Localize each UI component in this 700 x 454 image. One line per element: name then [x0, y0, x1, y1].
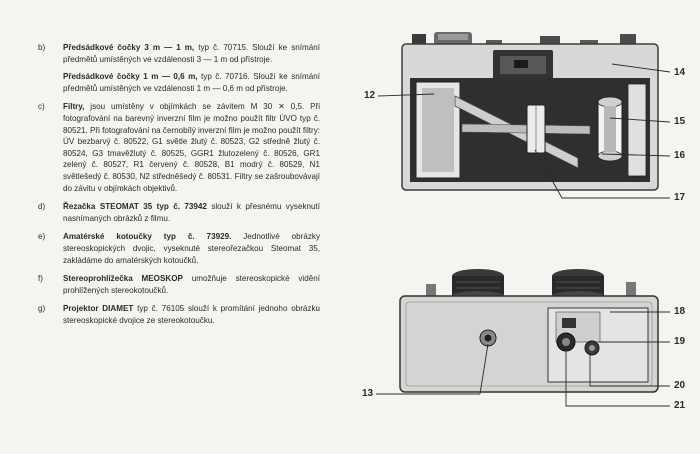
- callout-21: 21: [674, 400, 686, 411]
- item-title: Řezačka STEOMAT 35 typ č. 73942: [63, 202, 207, 212]
- item-text: typ č. 76105 slouží k promítání jednoho obrázku stereoskopické dvojice ze stereokotoučku.: [63, 304, 320, 325]
- callout-18: 18: [674, 306, 686, 317]
- item-text: Jednotlivé obrázky stereoskopických dvojic, vyseknuté stereořezačkou Steomat 35, zakládáme do amatérských kotoučků.: [63, 232, 320, 265]
- callout-14: 14: [674, 67, 686, 78]
- callout-16: 16: [674, 150, 686, 161]
- item-title: Filtry,: [63, 102, 85, 112]
- item-title: Stereoprohlížečka MEOSKOP: [63, 274, 183, 284]
- camera-underside-illustration: [376, 269, 670, 406]
- item-text: umožňuje stereoskopické vidění prohlížených stereokotoučků.: [63, 274, 320, 295]
- item-text: slouží k přesnému vyseknutí nasnímaných obrázků z filmu.: [63, 202, 320, 223]
- camera-back-open-illustration: [378, 32, 670, 198]
- item-label: g): [38, 304, 46, 314]
- item-title: Předsádkové čočky 3 m — 1 m,: [63, 43, 195, 52]
- item-label: f): [38, 274, 43, 284]
- callout-15: 15: [674, 116, 686, 127]
- callout-20: 20: [674, 380, 686, 391]
- item-title: Předsádkové čočky 1 m — 0,6 m,: [63, 72, 198, 82]
- item-text: jsou umístěny v objímkách se závitem M 30 ✕ 0,5. Při fotografování na barevný inverzní film je možno použít filtr ÚVO typ č. 80521. Při fotografování na černobílý inverzní film je možno použít filtry: ÚV bezbarvý č. 80522, G1 světle žlutý č. 80523, G2 středně žlutý č. 80524, G3 tmavěžlutý č. 80525, GGR1 žlutozelený č. 80526, GR1 zelený č. 80527, R1 červený č. 80528, B1 modrý č. 80529, N1 světlešedý č. 80530, N2 středněšedý č. 80531. Filtry se zašroubovávají do závitu v objímkách objektivů.: [63, 102, 320, 193]
- item-text: typ č. 70715. Slouží ke snímání předmětů umístěných ve vzdálenosti 3 — 1 m od přístroje.: [63, 43, 320, 64]
- callout-19: 19: [674, 336, 686, 347]
- item-text: typ č. 70716. Slouží ke snímání předmětů umístěných ve vzdálenosti 1 m — 0,6 m od přístroje.: [63, 72, 320, 93]
- item-label: d): [38, 202, 46, 212]
- item-label: e): [38, 232, 46, 242]
- item-title: Projektor DIAMET: [63, 304, 134, 314]
- item-label: b): [38, 43, 46, 52]
- callout-13: 13: [362, 388, 374, 399]
- item-label: c): [38, 102, 45, 112]
- callout-17: 17: [674, 192, 686, 203]
- item-title: Amatérské kotoučky typ č. 73929.: [63, 232, 232, 242]
- callout-12: 12: [364, 90, 376, 101]
